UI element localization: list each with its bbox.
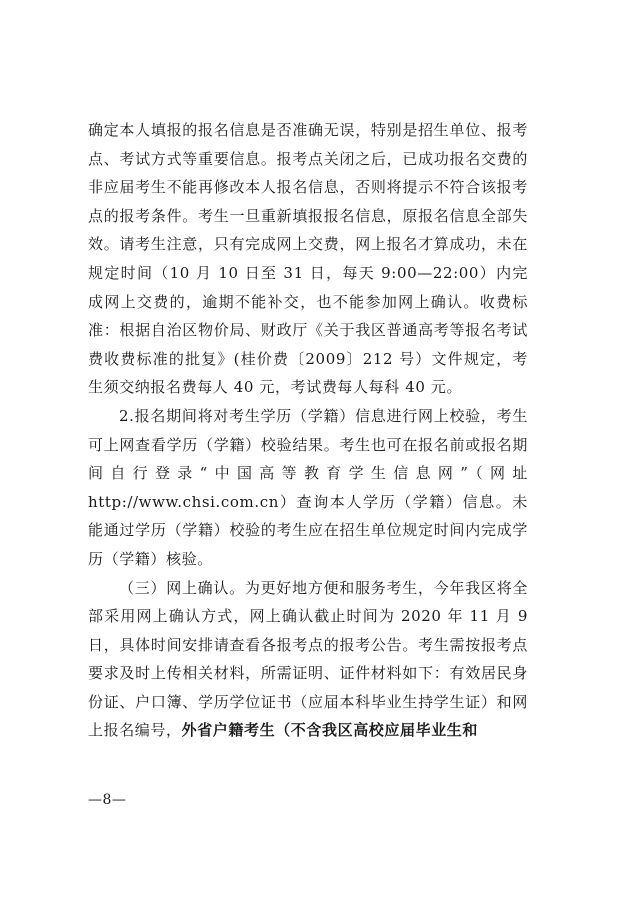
- page-number: —8—: [88, 792, 127, 808]
- paragraph-registration-info: 确定本人填报的报名信息是否准确无误，特别是招生单位、报考点、考试方式等重要信息。报考点关闭之后，已成功报名交费的非应届考生不能再修改本人报名信息，否则将提示不符合该报考点的报考条件。考生一旦重新填报报名信息，原报名信息全部失效。请考生注意，只有完成网上交费，网上报名才算成功，未在规定时间（10 月 10 日至 31 日，每天 9:00—22:00）内完成网上交费的，逾期不能补交，也不能参加网上确认。收费标准：根据自治区物价局、财政厅《关于我区普通高考等报名考试费收费标准的批复》(桂价费〔2009〕212 号）文件规定，考生须交纳报名费每人 40 元，考试费每人每科 40 元。: [88, 121, 528, 397]
- paragraph-online-confirmation-text: （三）网上确认。为更好地方便和服务考生，今年我区将全部采用网上确认方式，网上确认截止时间为 2020 年 11 月 9 日，具体时间安排请查看各报考点的报考公告。考生需按报考点要求及时上传相关材料，所需证明、证件材料如下：有效居民身份证、户口簿、学历学位证书（应届本科毕业生持学生证）和网上报名编号，: [88, 578, 528, 740]
- paragraph-online-confirmation: [88, 574, 528, 746]
- out-of-province-candidates-emphasis: 外省户籍考生（不含我区高校应届毕业生和: [181, 721, 479, 740]
- paragraph-education-verification: 2.报名期间将对考生学历（学籍）信息进行网上校验，考生可上网查看学历（学籍）校验结果。考生也可在报名前或报名期间自行登录“中国高等教育学生信息网”（网址 http://www.chsi.com.cn）查询本人学历（学籍）信息。未能通过学历（学籍）校验的考生应在招生单位规定时间内完成学历（学籍）核验。: [88, 406, 528, 568]
- body-text: [88, 116, 528, 745]
